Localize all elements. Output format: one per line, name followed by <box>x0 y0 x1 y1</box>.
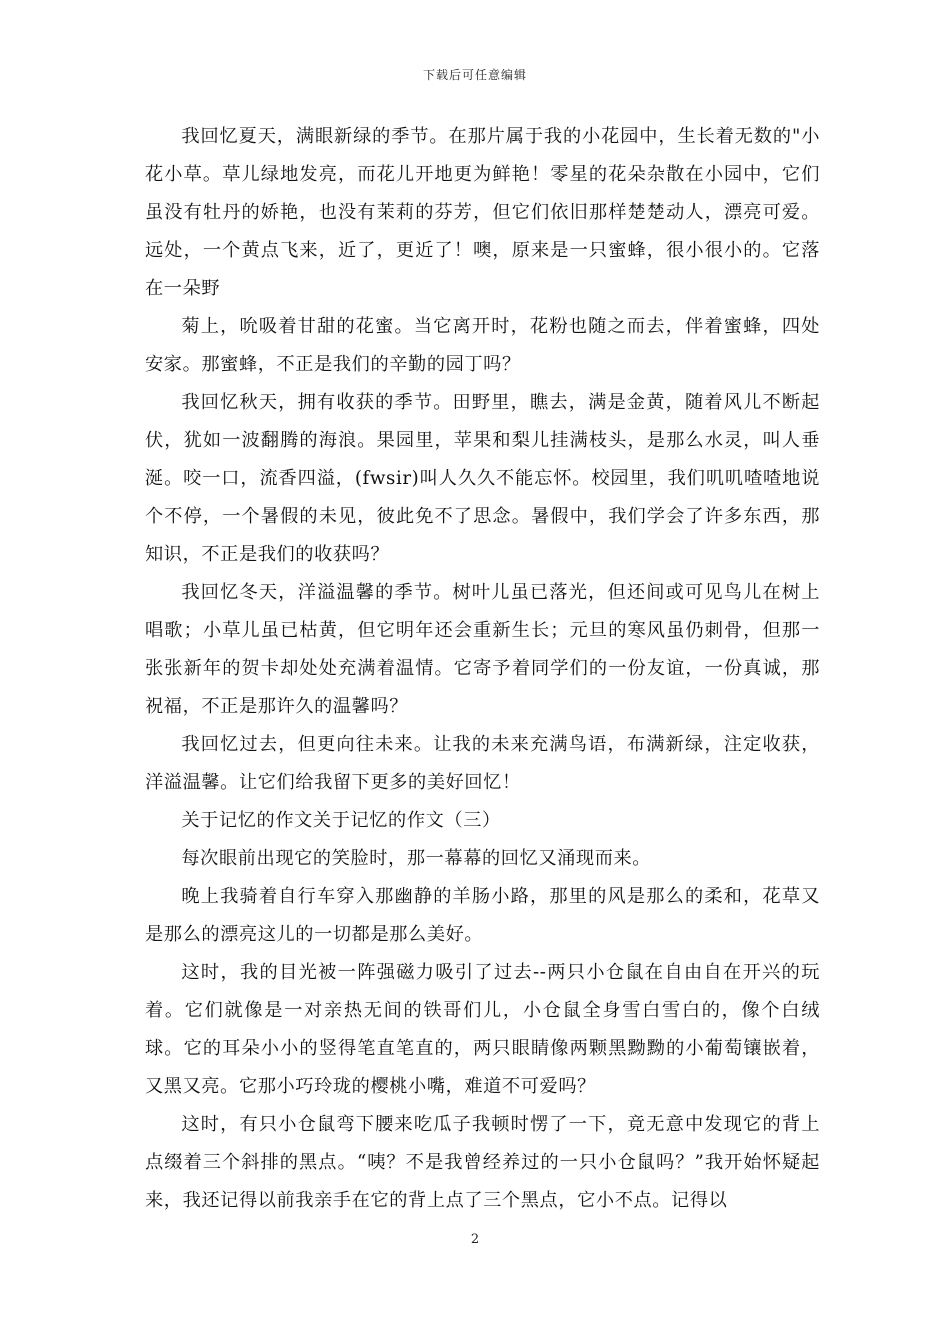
paragraph-summer: 我回忆夏天，满眼新绿的季节。在那片属于我的小花园中，生长着无数的"小花小草。草儿绿地发亮，而花儿开地更为鲜艳！零星的花朵杂散在小园中，它们虽没有牡丹的娇艳，也没有茉莉的芬芳，但它们依旧那样楚楚动人，漂亮可爱。远处，一个黄点飞来，近了，更近了！噢，原来是一只蜜蜂，很小很小的。它落在一朵野 <box>145 126 820 299</box>
paragraph-future: 我回忆过去，但更向往未来。让我的未来充满鸟语，布满新绿，注定收获，洋溢温馨。让它们给我留下更多的美好回忆！ <box>145 734 820 793</box>
paragraph-autumn: 我回忆秋天，拥有收获的季节。田野里，瞧去，满是金黄，随着风儿不断起伏，犹如一波翻腾的海浪。果园里，苹果和梨儿挂满枝头，是那么水灵，叫人垂涎。咬一口，流香四溢，(fwsir)叫人久久不能忘怀。校园里，我们叽叽喳喳地说个不停，一个暑假的未见，彼此免不了思念。暑假中，我们学会了许多东西，那知识，不正是我们的收获吗？ <box>145 392 820 565</box>
paragraph-smile: 每次眼前出现它的笑脸时，那一幕幕的回忆又涌现而来。 <box>181 848 652 869</box>
page-header: 下载后可任意编辑 <box>422 68 527 82</box>
paragraph-bee: 菊上，吮吸着甘甜的花蜜。当它离开时，花粉也随之而去，伴着蜜蜂，四处安家。那蜜蜂，不正是我们的辛勤的园丁吗？ <box>145 316 820 375</box>
section-title: 关于记忆的作文关于记忆的作文（三） <box>181 810 501 831</box>
paragraph-hamsters: 这时，我的目光被一阵强磁力吸引了过去--两只小仓鼠在自由自在开兴的玩着。它们就像是一对亲热无间的铁哥们儿，小仓鼠全身雪白雪白的，像个白绒球。它的耳朵小小的竖得笔直笔直的，两只眼睛像两颗黑黝黝的小葡萄镶嵌着，又黑又亮。它那小巧玲珑的樱桃小嘴，难道不可爱吗？ <box>145 962 820 1097</box>
page-number: 2 <box>470 1232 480 1247</box>
paragraph-black-dots: 这时，有只小仓鼠弯下腰来吃瓜子我顿时愣了一下，竟无意中发现它的背上点缀着三个斜排的黑点。“咦？不是我曾经养过的一只小仓鼠吗？”我开始怀疑起来，我还记得以前我亲手在它的背上点了三个黑点，它小不点。记得以 <box>145 1114 820 1211</box>
paragraph-evening: 晚上我骑着自行车穿入那幽静的羊肠小路，那里的风是那么的柔和，花草又是那么的漂亮这儿的一切都是那么美好。 <box>145 886 820 945</box>
document-body <box>145 118 820 1220</box>
paragraph-winter: 我回忆冬天，洋溢温馨的季节。树叶儿虽已落光，但还间或可见鸟儿在树上唱歌；小草儿虽已枯黄，但它明年还会重新生长；元旦的寒风虽仍刺骨，但那一张张新年的贺卡却处处充满着温情。它寄予着同学们的一份友谊，一份真诚，那祝福，不正是那许久的温馨吗？ <box>145 582 820 717</box>
